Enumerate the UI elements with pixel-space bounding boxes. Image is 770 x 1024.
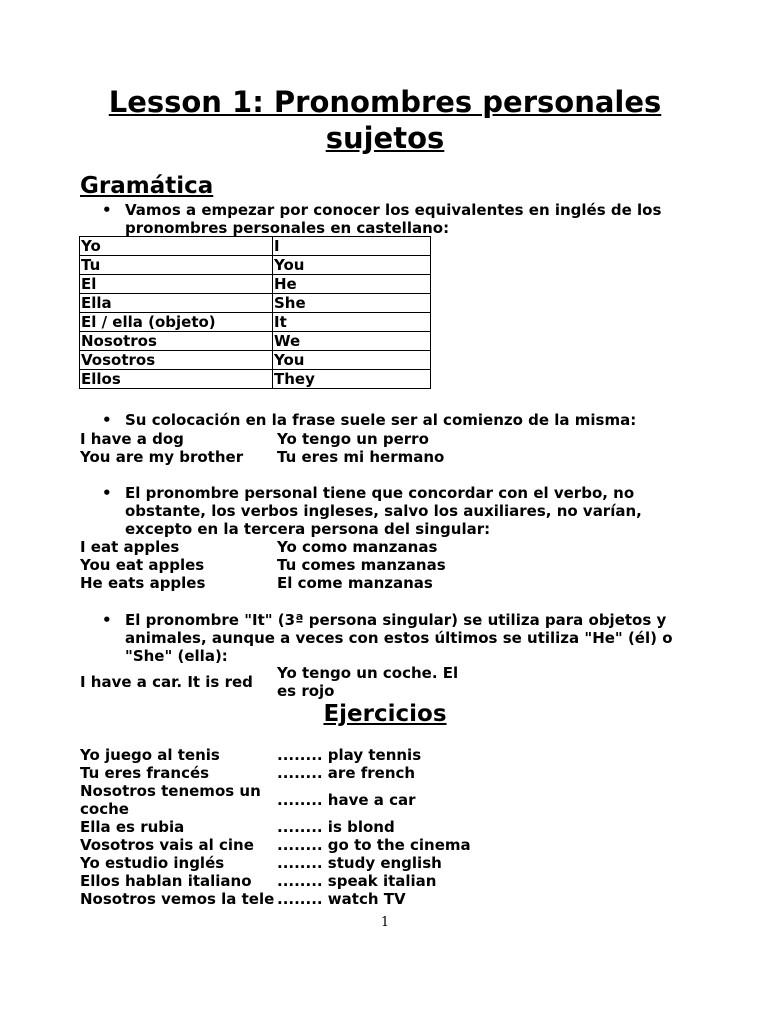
exercise-blank: ........ is blond [277,818,395,836]
exercise-spanish: Nosotros vemos la tele [80,890,275,908]
table-cell-es: Ella [80,294,273,313]
example-english: You eat apples [80,556,205,574]
table-cell-en: They [273,370,431,389]
example-spanish: Yo tengo un perro [277,430,429,448]
exercise-spanish: Ella es rubia [80,818,185,836]
table-cell-es: El / ella (objeto) [80,313,273,332]
example-spanish: Tu comes manzanas [277,556,446,574]
exercise-spanish: Tu eres francés [80,764,210,782]
exercise-blank: ........ have a car [277,791,416,809]
table-cell-es: El [80,275,273,294]
exercise-blank: ........ study english [277,854,442,872]
bullet-icon: • [102,201,112,219]
table-cell-es: Tu [80,256,273,275]
example-spanish: El come manzanas [277,574,433,592]
example-english: I eat apples [80,538,180,556]
bullet-item [80,611,680,665]
exercise-blank: ........ play tennis [277,746,422,764]
table-row [80,313,431,332]
example-english: You are my brother [80,448,244,466]
table-cell-en: It [273,313,431,332]
exercise-spanish: Yo estudio inglés [80,854,225,872]
table-row [80,237,431,256]
section-heading-exercises: Ejercicios [323,701,447,727]
example-spanish: Yo tengo un coche. El es rojo [277,664,459,700]
table-row [80,370,431,389]
exercise-blank: ........ are french [277,764,416,782]
table-row [80,332,431,351]
section-heading-grammar: Gramática [80,173,214,199]
bullet-text: El pronombre "It" (3ª persona singular) se utiliza para objetos y animales, aunque a veces con estos últimos se utiliza "He" (él) o "She" (ella): [125,611,673,665]
exercise-spanish: Vosotros vais al cine [80,836,254,854]
exercise-spanish: Ellos hablan italiano [80,872,252,890]
page-number: 1 [380,915,390,930]
bullet-item [80,201,680,237]
exercise-spanish: Nosotros tenemos un coche [80,782,261,818]
exercise-spanish: Yo juego al tenis [80,746,220,764]
exercise-blank: ........ go to the cinema [277,836,471,854]
table-cell-en: We [273,332,431,351]
bullet-icon: • [102,411,112,429]
exercise-blank: ........ speak italian [277,872,437,890]
table-cell-es: Yo [80,237,273,256]
example-english: I have a dog [80,430,184,448]
bullet-icon: • [102,484,112,502]
table-cell-en: She [273,294,431,313]
table-row [80,256,431,275]
bullet-text: Vamos a empezar por conocer los equivalentes en inglés de los pronombres personales en castellano: [125,201,662,237]
example-english: I have a car. It is red [80,673,253,691]
table-cell-en: You [273,351,431,370]
page-title: Lesson 1: Pronombres personales sujetos [108,85,662,155]
table-cell-es: Vosotros [80,351,273,370]
example-spanish: Tu eres mi hermano [277,448,445,466]
table-cell-es: Nosotros [80,332,273,351]
table-row [80,351,431,370]
table-cell-es: Ellos [80,370,273,389]
table-cell-en: He [273,275,431,294]
bullet-text: Su colocación en la frase suele ser al comienzo de la misma: [125,411,637,429]
pronouns-table [79,236,431,389]
exercise-blank: ........ watch TV [277,890,406,908]
table-cell-en: You [273,256,431,275]
table-row [80,275,431,294]
example-spanish: Yo como manzanas [277,538,438,556]
bullet-icon: • [102,611,112,629]
table-cell-en: I [273,237,431,256]
example-english: He eats apples [80,574,206,592]
bullet-item [80,411,680,429]
bullet-item [80,484,680,538]
bullet-text: El pronombre personal tiene que concordar con el verbo, no obstante, los verbos ingleses, salvo los auxiliares, no varían, excepto en la tercera persona del singular: [125,484,642,538]
table-row [80,294,431,313]
